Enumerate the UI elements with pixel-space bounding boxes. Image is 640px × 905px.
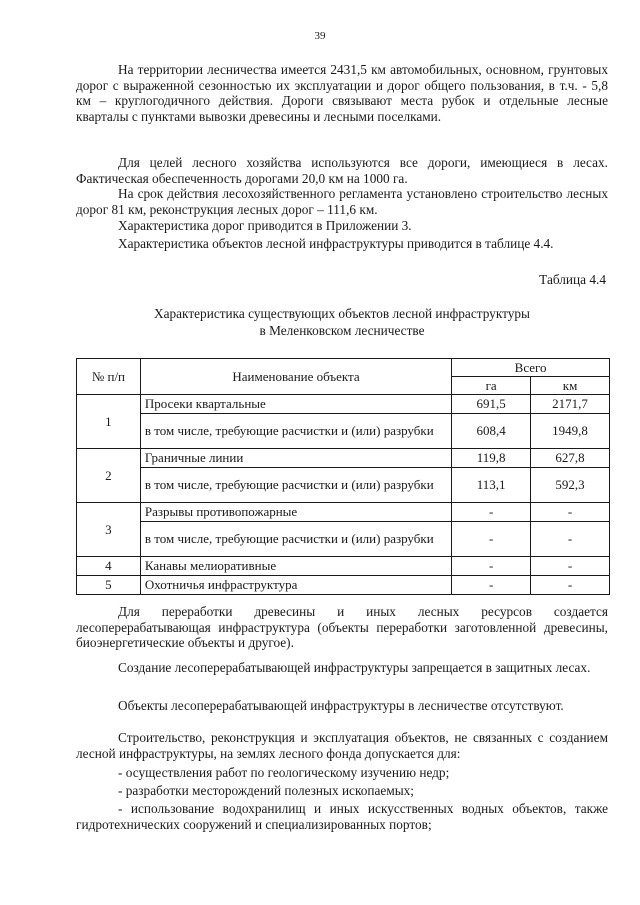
table-caption-line2: в Меленковском лесничестве <box>259 323 425 338</box>
row-num: 1 <box>77 395 141 449</box>
row-km: 1949,8 <box>531 414 610 449</box>
table-row <box>77 449 610 468</box>
infrastructure-table <box>76 358 610 595</box>
row-km: 627,8 <box>531 449 610 468</box>
table-row <box>77 576 610 595</box>
row-km: - <box>531 522 610 557</box>
row-name: в том числе, требующие расчистки и (или) разрубки <box>140 468 451 503</box>
paragraph-appendix-ref: Характеристика дорог приводится в Приложении 3. <box>118 218 412 233</box>
row-km: 592,3 <box>531 468 610 503</box>
paragraph-construction: Строительство, реконструкция и эксплуатация объектов, не связанных с созданием лесной инфраструктуры, на землях лесного фонда допускается для: <box>76 730 608 761</box>
page-number: 39 <box>314 30 326 42</box>
row-ha: 119,8 <box>452 449 531 468</box>
row-name: Граничные линии <box>140 449 451 468</box>
paragraph-prohibition: Создание лесоперерабатывающей инфраструктуры запрещается в защитных лесах. <box>118 660 591 675</box>
table-caption-line1: Характеристика существующих объектов лесной инфраструктуры <box>154 306 530 321</box>
list-item: - разработки месторождений полезных ископаемых; <box>118 783 415 798</box>
row-km: - <box>531 557 610 576</box>
paragraph-table-ref: Характеристика объектов лесной инфраструктуры приводится в таблице 4.4. <box>118 236 554 251</box>
row-ha: 691,5 <box>452 395 531 414</box>
header-total: Всего <box>452 359 610 377</box>
row-name: Охотничья инфраструктура <box>140 576 451 595</box>
row-km: 2171,7 <box>531 395 610 414</box>
row-num: 3 <box>77 503 141 557</box>
row-km: - <box>531 503 610 522</box>
table-header-row <box>77 359 610 377</box>
row-name: Разрывы противопожарные <box>140 503 451 522</box>
row-name: Канавы мелиоративные <box>140 557 451 576</box>
row-ha: 113,1 <box>452 468 531 503</box>
header-num: № п/п <box>77 359 141 395</box>
row-num: 4 <box>77 557 141 576</box>
list-item: - использование водохранилищ и иных искусственных водных объектов, также гидротехнических сооружений и специализированных портов; <box>76 801 608 832</box>
row-ha: - <box>452 522 531 557</box>
row-ha: - <box>452 557 531 576</box>
row-ha: 608,4 <box>452 414 531 449</box>
row-km: - <box>531 576 610 595</box>
paragraph-processing: Для переработки древесины и иных лесных ресурсов создается лесоперерабатывающая инфраструктура (объекты переработки заготовленной древесины, биоэнергетические объекты и другое). <box>76 604 608 650</box>
table-row <box>77 395 610 414</box>
row-ha: - <box>452 576 531 595</box>
list-item: - осуществления работ по геологическому изучению недр; <box>118 765 450 780</box>
row-name: в том числе, требующие расчистки и (или) разрубки <box>140 414 451 449</box>
row-num: 2 <box>77 449 141 503</box>
header-km: км <box>531 377 610 395</box>
table-row <box>77 414 610 449</box>
paragraph-road-construction: На срок действия лесохозяйственного регламента установлено строительство лесных дорог 81 км, реконструкция лесных дорог – 111,6 км. <box>76 186 608 217</box>
row-num: 5 <box>77 576 141 595</box>
row-ha: - <box>452 503 531 522</box>
table-row <box>77 557 610 576</box>
paragraph-absence: Объекты лесоперерабатывающей инфраструктуры в лесничестве отсутствуют. <box>118 698 564 713</box>
header-name: Наименование объекта <box>140 359 451 395</box>
row-name: в том числе, требующие расчистки и (или) разрубки <box>140 522 451 557</box>
paragraph-roads: На территории лесничества имеется 2431,5 км автомобильных, основном, грунтовых дорог с выраженной сезонностью их эксплуатации и дорог общего пользования, в т.ч. - 5,8 км – круглогодичного действия. Дороги связывают места рубок и отдельные лесные кварталы с пунктами вывозки древесины и лесными поселками. <box>76 62 608 124</box>
table-row <box>77 468 610 503</box>
paragraph-road-usage: Для целей лесного хозяйства используются все дороги, имеющиеся в лесах. Фактическая обеспеченность дорогами 20,0 км на 1000 га. <box>76 155 608 186</box>
table-label: Таблица 4.4 <box>539 272 606 287</box>
table-row <box>77 522 610 557</box>
row-name: Просеки квартальные <box>140 395 451 414</box>
table-row <box>77 503 610 522</box>
header-ha: га <box>452 377 531 395</box>
